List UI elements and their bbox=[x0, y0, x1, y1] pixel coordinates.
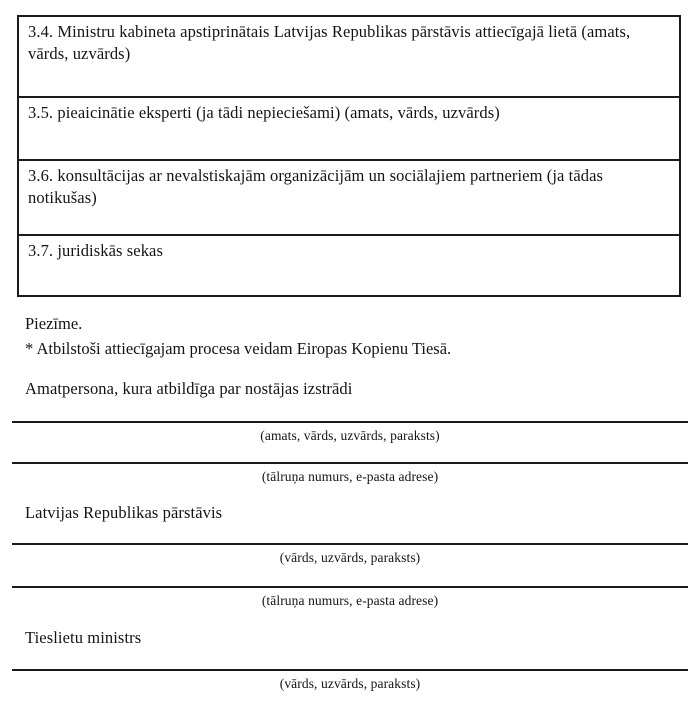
signature-line-parstavis-2 bbox=[12, 586, 688, 610]
signature-heading-parstavis: Latvijas Republikas pārstāvis bbox=[25, 503, 223, 522]
signature-line-amatpersona-2 bbox=[12, 462, 688, 486]
table-row-3-7 bbox=[19, 236, 679, 295]
signature-line-label: (tālruņa numurs, e-pasta adrese) bbox=[261, 593, 439, 608]
table-row-3-7-text: 3.7. juridiskās sekas bbox=[28, 241, 164, 260]
signature-heading-amatpersona: Amatpersona, kura atbildīga par nostājas izstrādi bbox=[25, 379, 353, 398]
signature-line-parstavis-1 bbox=[12, 543, 688, 567]
note-body: * Atbilstoši attiecīgajam procesa veidam Eiropas Kopienu Tiesā. bbox=[25, 338, 452, 358]
signature-line-label: (amats, vārds, uzvārds, paraksts) bbox=[260, 428, 440, 443]
table-row-3-6 bbox=[19, 161, 679, 236]
signature-line-label: (vārds, uzvārds, paraksts) bbox=[279, 676, 421, 691]
table-row-3-5-text: 3.5. pieaicinātie eksperti (ja tādi nepieciešami) (amats, vārds, uzvārds) bbox=[28, 103, 500, 122]
signature-line-ministrs-1 bbox=[12, 669, 688, 693]
signature-heading-ministrs: Tieslietu ministrs bbox=[25, 628, 142, 647]
signature-line-amatpersona-1 bbox=[12, 421, 688, 445]
note-block bbox=[25, 312, 451, 361]
signature-line-label: (vārds, uzvārds, paraksts) bbox=[279, 550, 421, 565]
form-table bbox=[17, 15, 681, 297]
table-row-3-6-text: 3.6. konsultācijas ar nevalstiskajām organizācijām un sociālajiem partneriem (ja tādas notikušas) bbox=[28, 166, 604, 207]
table-row-3-4 bbox=[19, 17, 679, 98]
table-row-3-5 bbox=[19, 98, 679, 161]
signature-line-label: (tālruņa numurs, e-pasta adrese) bbox=[261, 469, 439, 484]
note-title: Piezīme. bbox=[25, 314, 83, 333]
table-row-3-4-text: 3.4. Ministru kabineta apstiprinātais Latvijas Republikas pārstāvis attiecīgajā lietā (amats, vārds, uzvārds) bbox=[28, 22, 631, 63]
